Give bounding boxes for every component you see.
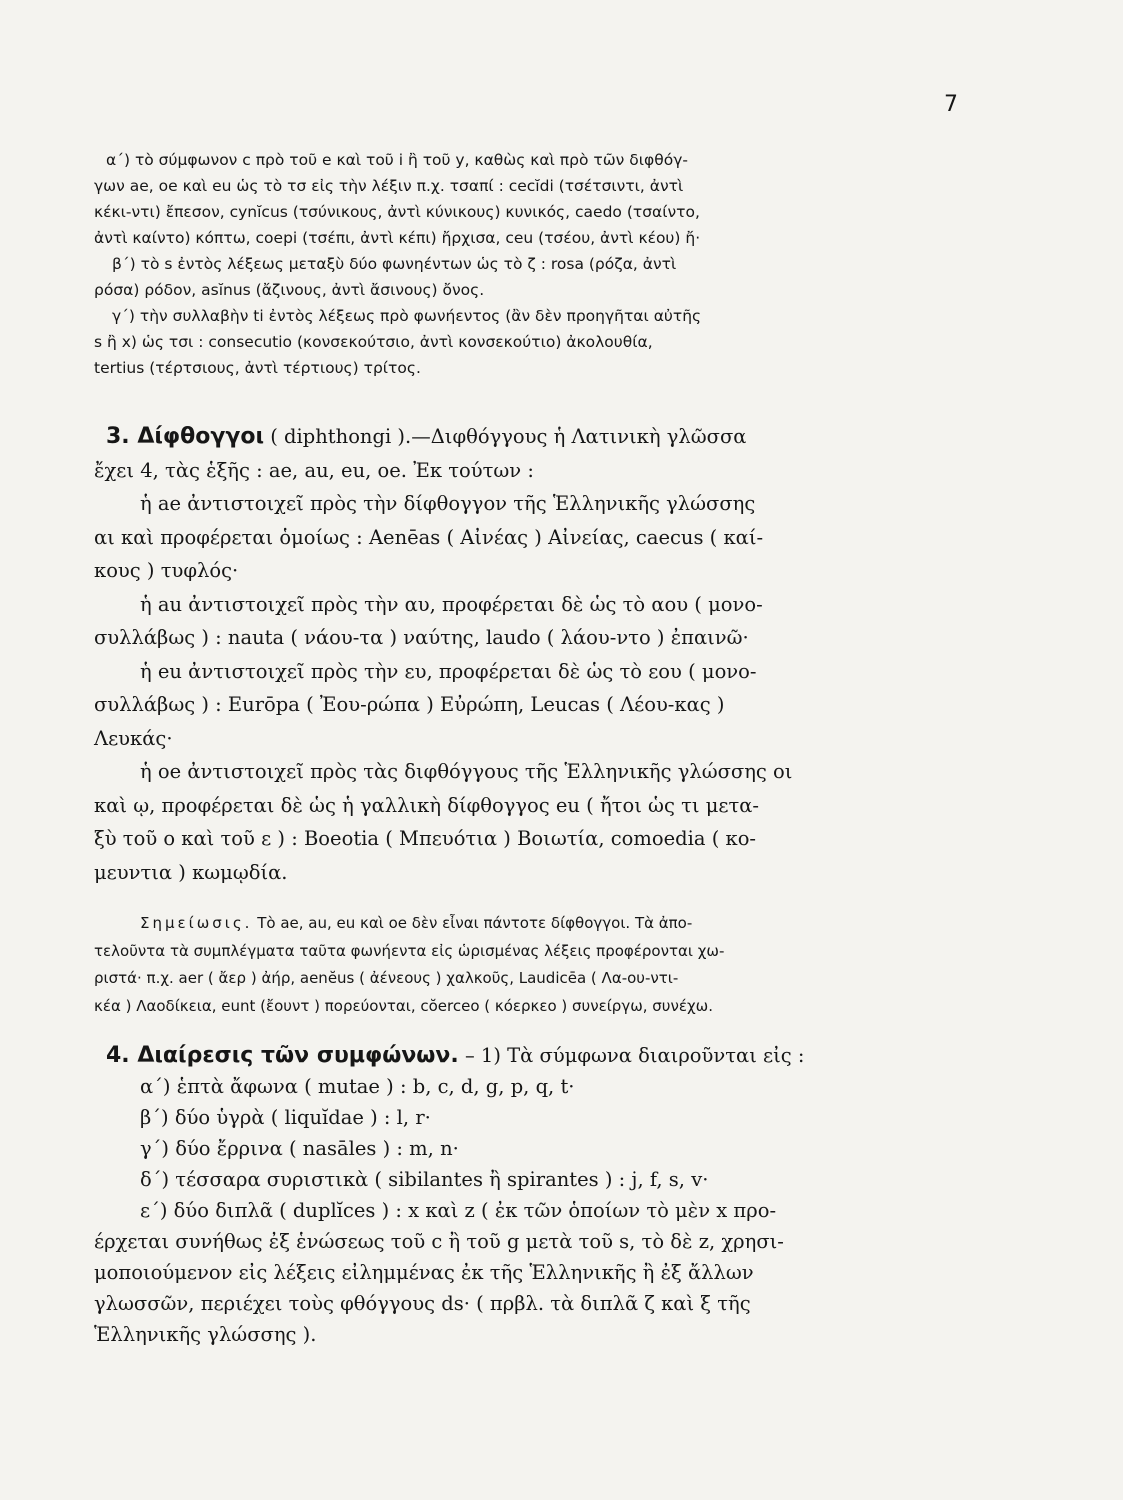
body-line: ἔχει 4, τὰς ἑξῆς : ae, au, eu, oe. Ἐκ τούτων : bbox=[94, 458, 534, 482]
rule-c-line: s ἢ x) ὡς τσι : consecutio (κονσεκούτσιο, ἀντὶ κονσεκούτιο) ἀκολουθία, bbox=[94, 333, 653, 351]
note-block bbox=[94, 910, 956, 1020]
consonant-class-line: Ἑλληνικῆς γλώσσης ). bbox=[94, 1323, 317, 1346]
note-line: κέα ) Λαοδίκεια, eunt (ἔουντ ) πορεύονται, cŏerceo ( κόερκεο ) συνείργω, συνέχω. bbox=[94, 996, 713, 1015]
consonant-class-line: β΄) δύο ὑγρὰ ( liquĭdae ) : l, r· bbox=[140, 1106, 431, 1129]
consonant-class-line: α΄) ἑπτὰ ἄφωνα ( mutae ) : b, c, d, g, p, q, t· bbox=[140, 1075, 575, 1098]
diphthong-eu-line: Λευκάς· bbox=[94, 726, 173, 750]
section-diphthongs bbox=[94, 420, 956, 889]
note-line: ριστά· π.χ. aer ( ἄερ ) ἀήρ, aenĕus ( ἀένεους ) χαλκοῦς, Laudicēa ( Λα-ου-ντι- bbox=[94, 969, 679, 987]
diphthong-ae-line: κους ) τυφλός· bbox=[94, 559, 239, 582]
consonant-class-line: δ΄) τέσσαρα συριστικὰ ( sibilantes ἢ spirantes ) : j, f, s, v· bbox=[140, 1168, 709, 1191]
rule-a-line: γων ae, oe καὶ eu ὡς τὸ τσ εἰς τὴν λέξιν π.χ. τσαπί : cecĭdi (τσέτσιντι, ἀντὶ bbox=[94, 177, 684, 195]
diphthong-ae-line: αι καὶ προφέρεται ὁμοίως : Aenēas ( Αἰνέας ) Αἰνείας, caecus ( καί- bbox=[94, 525, 764, 549]
diphthong-eu-line: ἡ eu ἀντιστοιχεῖ πρὸς τὴν ευ, προφέρεται δὲ ὡς τὸ εου ( μονο- bbox=[140, 659, 757, 683]
section-heading: 3. Δίφθογγοι bbox=[106, 424, 265, 449]
note-line: τελοῦντα τὰ συμπλέγματα ταῦτα φωνήεντα εἰς ὡρισμένας λέξεις προφέρονται χω- bbox=[94, 941, 725, 960]
consonant-class-line: γλωσσῶν, περιέχει τοὺς φθόγγους ds· ( πρβλ. τὰ διπλᾶ ζ καὶ ξ τῆς bbox=[94, 1292, 751, 1315]
consonant-class-line: ε΄) δύο διπλᾶ ( duplĭces ) : x καὶ z ( ἐκ τῶν ὁποίων τὸ μὲν x προ- bbox=[140, 1199, 777, 1222]
rule-a-line: κέκι-ντι) ἔπεσον, cynĭcus (τσύνικους, ἀντὶ κύνικους) κυνικός, caedo (τσαίντο, bbox=[94, 203, 700, 221]
diphthong-oe-line: ξὺ τοῦ ο καὶ τοῦ ε ) : Boeotia ( Μπευότια ) Βοιωτία, comoedia ( κο- bbox=[94, 827, 757, 850]
diphthong-au-line: ἡ au ἀντιστοιχεῖ πρὸς τὴν αυ, προφέρεται δὲ ὡς τὸ αου ( μονο- bbox=[140, 592, 763, 616]
rule-b-line: β΄) τὸ s ἐντὸς λέξεως μεταξὺ δύο φωνηέντων ὡς τὸ ζ : rosa (ρόζα, ἀντὶ bbox=[112, 255, 677, 273]
rule-a-line: α΄) τὸ σύμφωνον c πρὸ τοῦ e καὶ τοῦ i ἢ τοῦ y, καθὼς καὶ πρὸ τῶν διφθόγ- bbox=[106, 151, 688, 169]
rule-a-line: ἀντὶ καίντο) κόπτω, coepi (τσέπι, ἀντὶ κέπι) ἤρχισα, ceu (τσέου, ἀντὶ κέου) ἤ· bbox=[94, 229, 701, 247]
diphthong-eu-line: συλλάβως ) : Eurōpa ( Ἐου-ρώπα ) Εὐρώπη, Leucas ( Λέου-κας ) bbox=[94, 693, 725, 716]
page-number: 7 bbox=[944, 92, 958, 117]
rule-c-line: tertius (τέρτσιους, ἀντὶ τέρτιους) τρίτος. bbox=[94, 359, 421, 377]
note-line: Σημείωσις. Τὸ ae, au, eu καὶ oe δὲν εἶναι πάντοτε δίφθογγοι. Τὰ ἀπο- bbox=[140, 914, 693, 932]
pronunciation-rules bbox=[94, 147, 956, 381]
consonant-class-line: μοποιούμενον εἰς λέξεις εἰλημμένας ἐκ τῆς Ἑλληνικῆς ἢ ἐξ ἄλλων bbox=[94, 1261, 754, 1284]
consonant-class-line: έρχεται συνήθως ἐξ ἑνώσεως τοῦ c ἢ τοῦ g μετὰ τοῦ s, τὸ δὲ z, χρησι- bbox=[94, 1230, 784, 1253]
diphthong-oe-line: καὶ ῳ, προφέρεται δὲ ὡς ἡ γαλλικὴ δίφθογγος eu ( ἤτοι ὡς τι μετα- bbox=[94, 793, 760, 817]
diphthong-oe-line: μευντια ) κωμῳδία. bbox=[94, 860, 288, 884]
diphthong-au-line: συλλάβως ) : nauta ( νάου-τα ) ναύτης, laudo ( λάου-ντο ) ἐπαινῶ· bbox=[94, 626, 749, 649]
section-consonants bbox=[94, 1040, 956, 1350]
diphthong-oe-line: ἡ oe ἀντιστοιχεῖ πρὸς τὰς διφθόγγους τῆς Ἑλληνικῆς γλώσσης οι bbox=[140, 760, 793, 783]
section-heading-line: 4. Διαίρεσις τῶν συμφώνων. – 1) Τὰ σύμφωνα διαιροῦνται εἰς : bbox=[106, 1043, 805, 1068]
section-heading-line: 3. Δίφθογγοι ( diphthongi ).—Διφθόγγους ἡ Λατινικὴ γλῶσσα bbox=[106, 424, 747, 449]
diphthong-ae-line: ἡ ae ἀντιστοιχεῖ πρὸς τὴν δίφθογγον τῆς Ἑλληνικῆς γλώσσης bbox=[140, 492, 756, 515]
section-heading: 4. Διαίρεσις τῶν συμφώνων. bbox=[106, 1043, 459, 1068]
note-label: Σημείωσις. bbox=[140, 914, 253, 932]
rule-b-line: ρόσα) ρόδον, asĭnus (ἄζινους, ἀντὶ ἄσινους) ὄνος. bbox=[94, 281, 485, 299]
rule-c-line: γ΄) τὴν συλλαβὴν ti ἐντὸς λέξεως πρὸ φωνήεντος (ἂν δὲν προηγῆται αὐτῆς bbox=[112, 307, 702, 325]
consonant-class-line: γ΄) δύο ἔρρινα ( nasāles ) : m, n· bbox=[140, 1137, 459, 1160]
